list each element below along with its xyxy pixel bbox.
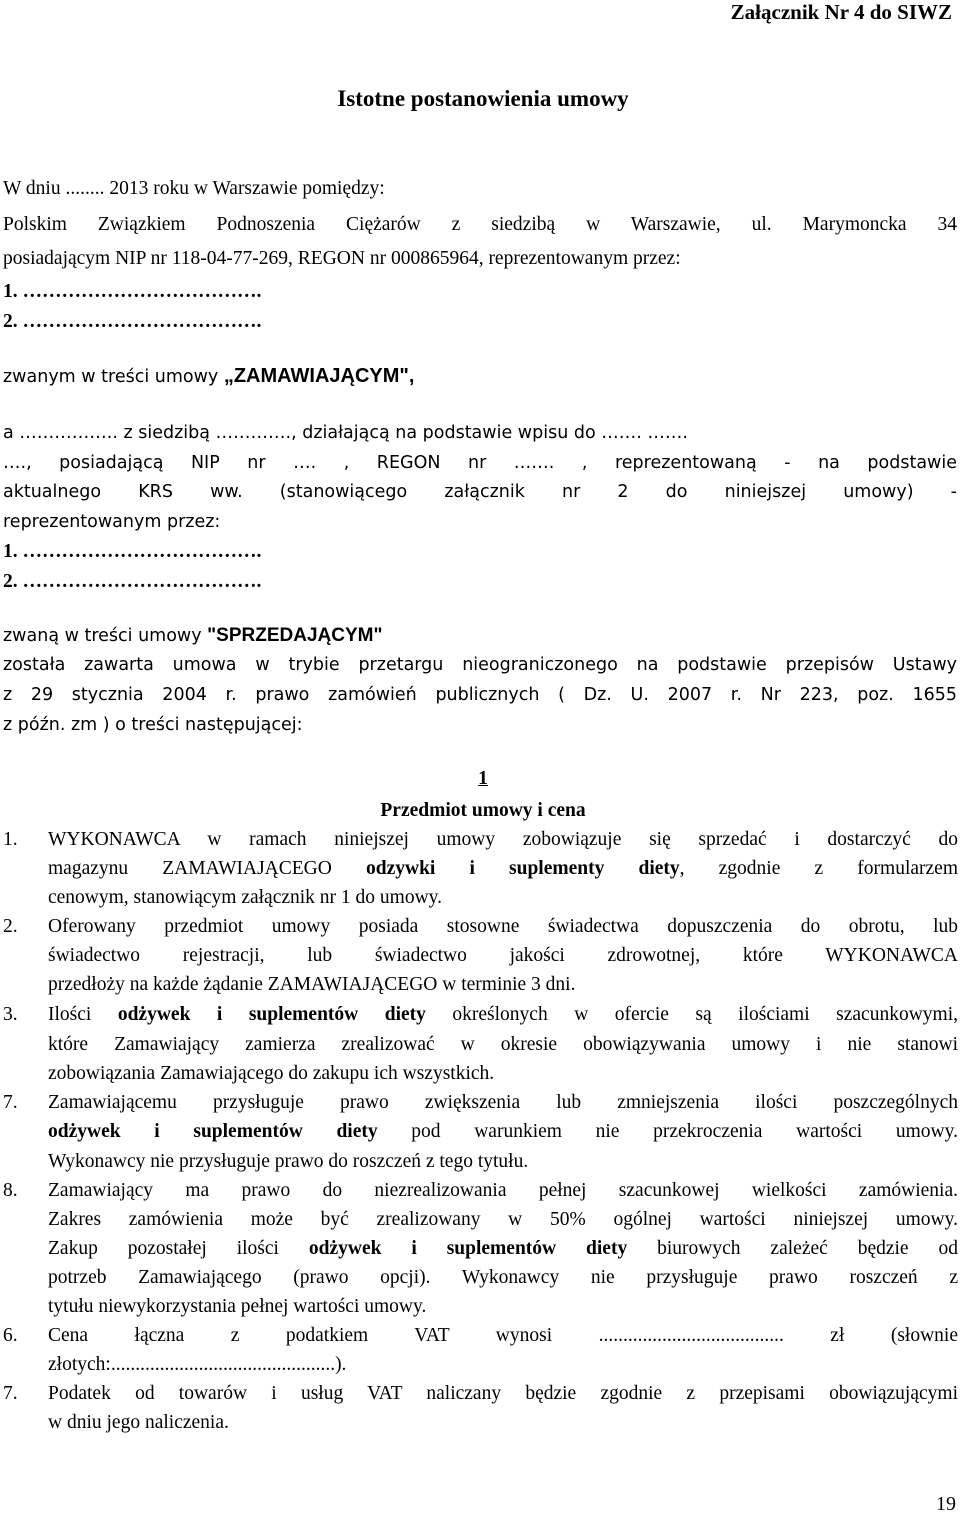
item-4-bold: odżywek i suplementów diety [48,1121,378,1142]
item-3-line-2: które Zamawiający zamierza zrealizować w okresie obowiązywania umowy i nie stanowi [48,1034,958,1055]
item-5-line-4: potrzeb Zamawiającego (prawo opcji). Wykonawcy nie przysługuje prawo roszczeń z [48,1267,958,1288]
item-4-number: 7. [3,1092,18,1113]
item-5-line-2: Zakres zamówienia może być zrealizowany w 50% ogólnej wartości niniejszej umowy. [48,1209,958,1230]
item-4-line-3: Wykonawcy nie przysługuje prawo do roszczeń z tego tytułu. [48,1151,529,1172]
document-title: Istotne postanowienia umowy [337,86,629,111]
page-number: 19 [936,1493,956,1515]
seller-representative-2: 2. ………………………………. [3,571,262,592]
law-line-3: z późn. zm ) o treści następującej: [3,715,303,735]
item-5-line-3 [48,1238,958,1260]
item-2-line-3: przedłoży na każde żądanie ZAMAWIAJĄCEGO w terminie 3 dni. [48,974,576,995]
item-3-line-3: zobowiązania Zamawiającego do zakupu ich wszystkich. [48,1063,495,1084]
item-5-text-c: biurowych zależeć będzie od [627,1238,958,1259]
item-5-text-a: Zakup pozostałej ilości [48,1238,309,1259]
section-title: Przedmiot umowy i cena [380,800,586,821]
item-4-text-c: pod warunkiem nie przekroczenia wartości umowy. [377,1121,958,1142]
item-1-bold: odzywki i suplementy diety [365,858,680,879]
seller-designation [3,625,382,647]
item-3-line-1 [48,1004,958,1026]
buyer-representative-1: 1. ………………………………. [3,281,262,302]
item-3-bold: odżywek i suplementów diety [117,1004,426,1025]
item-1-line-3: cenowym, stanowiącym załącznik nr 1 do umowy. [48,887,443,908]
item-5-line-1: Zamawiający ma prawo do niezrealizowania pełnej szacunkowej wielkości zamówienia. [48,1180,958,1201]
item-1-line-2 [48,858,958,880]
item-3-text-a: Ilości [48,1004,118,1025]
buyer-representative-2: 2. ………………………………. [3,311,262,332]
buyer-designation [3,365,414,388]
seller-line-2: …., posiadającą NIP nr …. , REGON nr ……. , reprezentowaną - na podstawie [3,453,957,473]
item-7-number: 7. [3,1383,18,1404]
buyer-designation-text: zwanym w treści umowy [3,367,224,387]
law-line-1: została zawarta umowa w trybie przetargu nieograniczonego na podstawie przepisów Ustawy [3,655,957,675]
seller-line-1: a …………….. z siedzibą …………., działającą na podstawie wpisu do ……. ……. [3,423,688,443]
item-7-line-2: w dniu jego naliczenia. [48,1412,229,1433]
seller-name: "SPRZEDAJĄCYM" [207,625,383,646]
item-4-line-2 [48,1121,958,1143]
item-6-line-1: Cena łączna z podatkiem VAT wynosi ...................................... zł (słownie [48,1325,958,1346]
item-1-text-a: magazynu ZAMAWIAJĄCEGO [48,858,366,879]
annex-label: Załącznik Nr 4 do SIWZ [730,0,952,24]
seller-line-3: aktualnego KRS ww. (stanowiącego załącznik nr 2 do niniejszej umowy) - [3,482,957,502]
item-3-text-c: określonych w ofercie są ilościami szacunkowymi, [425,1004,958,1025]
item-1-text-c: , zgodnie z formularzem [679,858,958,879]
item-2-line-1: Oferowany przedmiot umowy posiada stosowne świadectwa dopuszczenia do obrotu, lub [48,916,958,937]
item-2-line-2: świadectwo rejestracji, lub świadectwo jakości zdrowotnej, które WYKONAWCA [48,945,958,966]
intro-line-1: W dniu ........ 2013 roku w Warszawie pomiędzy: [3,178,385,199]
item-1-number: 1. [3,829,18,850]
item-1-line-1: WYKONAWCA w ramach niniejszej umowy zobowiązuje się sprzedać i dostarczyć do [48,829,958,850]
item-6-line-2: złotych:..............................................). [48,1354,347,1375]
item-7-line-1: Podatek od towarów i usług VAT naliczany będzie zgodnie z przepisami obowiązującymi [48,1383,958,1404]
intro-line-2: Polskim Związkiem Podnoszenia Ciężarów z siedzibą w Warszawie, ul. Marymoncka 34 [3,214,957,235]
item-5-bold: odżywek i suplementów diety [308,1238,628,1259]
buyer-name: „ZAMAWIAJĄCYM", [223,365,415,387]
intro-line-3: posiadającym NIP nr 118-04-77-269, REGON nr 000865964, reprezentowanym przez: [3,248,681,269]
item-5-line-5: tytułu niewykorzystania pełnej wartości umowy. [48,1296,427,1317]
item-4-line-1: Zamawiającemu przysługuje prawo zwiększenia lub zmniejszenia ilości poszczególnych [48,1092,958,1113]
law-line-2: z 29 stycznia 2004 r. prawo zamówień publicznych ( Dz. U. 2007 r. Nr 223, poz. 1655 [3,685,957,705]
item-2-number: 2. [3,916,18,937]
item-3-number: 3. [3,1004,18,1025]
seller-representative-1: 1. ………………………………. [3,541,262,562]
section-number: 1 [478,768,488,789]
item-6-number: 6. [3,1325,18,1346]
seller-line-4: reprezentowanym przez: [3,512,221,532]
item-5-number: 8. [3,1180,18,1201]
seller-designation-text: zwaną w treści umowy [3,626,208,646]
